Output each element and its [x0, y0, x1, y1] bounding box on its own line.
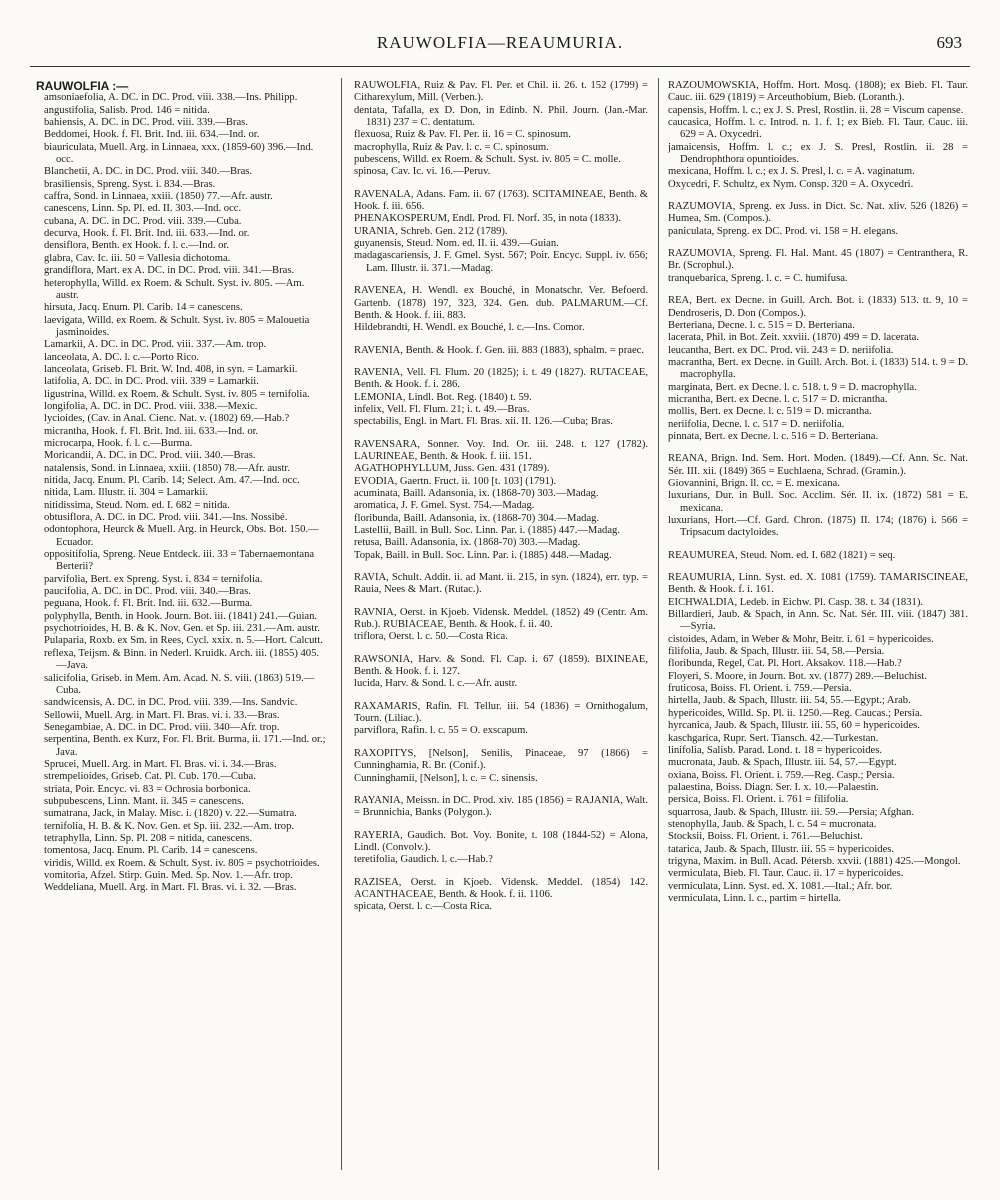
genus-entry — [668, 201, 968, 238]
species-entry: polyphylla, Benth. in Hook. Journ. Bot. iii. (1841) 241.—Guian. — [44, 610, 318, 622]
species-entry: sumatrana, Jack, in Malay. Misc. i. (1820) v. 22.—Sumatra. — [44, 808, 297, 820]
genus-line: RAVNIA, Oerst. in Kjoeb. Vidensk. Meddel. (1852) 49 (Centr. Am. Rub.). RUBIACEAE, Benth. & Hook. f. ii. 40. — [354, 606, 648, 631]
species-entry: micrantha, Bert. ex Decne. l. c. 517 = D. micrantha. — [668, 393, 888, 405]
species-entry: Moricandii, A. DC. in DC. Prod. viii. 340.—Bras. — [44, 450, 256, 462]
species-entry: floribunda, Regel, Cat. Pl. Hort. Aksakov. 118.—Hab.? — [668, 658, 902, 670]
species-entry: lanceolata, A. DC. l. c.—Porto Rico. — [44, 351, 200, 363]
genus-line: REA, Bert. ex Decne. in Guill. Arch. Bot. i. (1833) 513. tt. 9, 10 = Dendroseris, D. Don (Compos.). — [668, 295, 968, 319]
genus-entry — [668, 453, 968, 539]
species-entry: biauriculata, Muell. Arg. in Linnaea, xxx. (1859-60) 396.—Ind. occ. — [44, 141, 314, 166]
species-entry: floribunda, Baill. Adansonia, ix. (1868-70) 304.—Madag. — [354, 512, 600, 524]
genus-entry — [668, 572, 968, 905]
species-entry: brasiliensis, Spreng. Syst. i. 834.—Bras. — [44, 178, 216, 190]
species-entry: neriifolia, Decne. l. c. 517 = D. neriifolia. — [668, 418, 845, 430]
genus-line: RAYANIA, Meissn. in DC. Prod. xiv. 185 (1856) = RAJANIA, Walt. = Brunnichia, Banks (Polygon.). — [354, 794, 648, 819]
species-entry: densiflora, Benth. ex Hook. f. l. c.—Ind. or. — [44, 240, 230, 252]
genus-entry — [354, 607, 648, 644]
species-entry: filifolia, Jaub. & Spach, Illustr. iii. 54, 58.—Persia. — [668, 646, 885, 658]
species-entry: kaschgarica, Rupr. Sert. Tiansch. 42.—Turkestan. — [668, 732, 879, 744]
species-entry: Oxycedri, F. Schultz, ex Nym. Consp. 320 = A. Oxycedri. — [668, 178, 914, 190]
species-entry: striata, Poir. Encyc. vi. 83 = Ochrosia borbonica. — [44, 783, 251, 795]
species-entry: psychotrioides, H. B. & K. Nov. Gen. et Sp. iii. 231.—Am. austr. — [44, 623, 320, 635]
species-entry: grandiflora, Mart. ex A. DC. in DC. Prod. viii. 341.—Bras. — [44, 265, 295, 277]
species-entry: Giovannini, Brign. ll. cc. = E. mexicana. — [668, 477, 840, 489]
genus-line: RAVENIA, Vell. Fl. Flum. 20 (1825); i. t. 49 (1827). RUTACEAE, Benth. & Hook. f. i. 286. — [354, 366, 648, 391]
column-3 — [668, 80, 968, 1182]
genus-entry — [354, 701, 648, 738]
genus-heading: RAUWOLFIA :— — [36, 80, 129, 93]
species-entry: tatarica, Jaub. & Spach, Illustr. iii. 55 = hypericoides. — [668, 843, 895, 855]
species-entry: Pulaparia, Roxb. ex Sm. in Rees, Cycl. xxix. n. 5.—Hort. Calcutt. — [44, 635, 323, 647]
species-entry: spinosa, Cav. Ic. vi. 16.—Peruv. — [354, 166, 491, 178]
species-entry: ternifolia, H. B. & K. Nov. Gen. et Sp. iii. 232.—Am. trop. — [44, 820, 295, 832]
running-title: RAUWOLFIA—REAUMURIA. — [376, 33, 624, 52]
species-entry: EICHWALDIA, Ledeb. in Eichw. Pl. Casp. 38. t. 34 (1831). — [668, 596, 923, 608]
species-entry: luxurians, Hort.—Cf. Gard. Chron. (1875) II. 174; (1876) i. 566 = Tripsacum dactyloides. — [668, 515, 968, 539]
column-2 — [354, 80, 648, 1182]
species-entry: nitidissima, Steud. Nom. ed. I. 682 = nitida. — [44, 499, 230, 511]
genus-line: RAXAMARIS, Rafin. Fl. Tellur. iii. 54 (1836) = Ornithogalum, Tourn. (Liliac.). — [354, 700, 648, 725]
species-entry: tomentosa, Jacq. Enum. Pl. Carib. 14 = canescens. — [44, 845, 258, 857]
species-entry: tetraphylla, Linn. Sp. Pl. 208 = nitida, canescens. — [44, 832, 253, 844]
genus-entry — [354, 285, 648, 334]
genus-line: RAYERIA, Gaudich. Bot. Voy. Bonite, t. 108 (1844-52) = Alona, Lindl. (Convolv.). — [354, 829, 648, 853]
species-entry: Sellowii, Muell. Arg. in Mart. Fl. Bras. vi. i. 33.—Bras. — [44, 709, 280, 721]
species-entry: leucantha, Bert. ex DC. Prod. vii. 243 = D. neriifolia. — [668, 344, 894, 356]
page-header — [30, 33, 970, 57]
species-entry: latifolia, A. DC. in DC. Prod. viii. 339 = Lamarkii. — [44, 376, 259, 388]
genus-line: RAVENALA, Adans. Fam. ii. 67 (1763). SCITAMINEAE, Benth. & Hook. f. iii. 656. — [354, 188, 648, 213]
species-entry: Lamarkii, A. DC. in DC. Prod. viii. 337.—Am. trop. — [44, 339, 267, 351]
species-entry: lycioides, (Cav. in Anal. Cienc. Nat. v. (1802) 69.—Hab.? — [44, 413, 290, 425]
species-entry: natalensis, Sond. in Linnaea, xxiii. (1850) 78.—Afr. austr. — [44, 462, 290, 474]
genus-entry — [354, 830, 648, 867]
species-entry: peguana, Hook. f. Fl. Brit. Ind. iii. 632.—Burma. — [44, 598, 253, 610]
species-entry: caffra, Sond. in Linnaea, xxiii. (1850) 77.—Afr. austr. — [44, 191, 273, 203]
species-entry: caucasica, Hoffm. l. c. Introd. n. 1. f. 1; ex Bieb. Fl. Taur. Cauc. iii. 629 = A. Oxycedri. — [668, 117, 968, 141]
column-divider — [341, 78, 342, 1170]
species-entry: oppositifolia, Spreng. Neue Entdeck. iii. 33 = Tabernaemontana Berterii? — [44, 549, 315, 573]
species-entry: Billardieri, Jaub. & Spach, in Ann. Sc. Nat. Sér. III. viii. (1847) 381.—Syria. — [668, 609, 968, 633]
species-entry: nitida, Lam. Illustr. ii. 304 = Lamarkii. — [44, 487, 208, 499]
species-entry: canescens, Linn. Sp. Pl. ed. II. 303.—Ind. occ. — [44, 203, 242, 215]
species-entry: hirsuta, Jacq. Enum. Pl. Carib. 14 = canescens. — [44, 302, 243, 314]
species-entry: teretifolia, Gaudich. l. c.—Hab.? — [354, 854, 493, 866]
genus-line: REAUMURIA, Linn. Syst. ed. X. 1081 (1759). TAMARISCINEAE, Benth. & Hook. f. i. 161. — [668, 572, 968, 596]
species-entry: laevigata, Willd. ex Roem. & Schult. Syst. iv. 805 = Malouetia jasminoides. — [44, 314, 310, 338]
genus-entry — [668, 295, 968, 443]
genus-entry — [354, 877, 648, 914]
species-entry: luxurians, Dur. in Bull. Soc. Acclim. Sér. II. ix. (1872) 581 = E. mexicana. — [668, 490, 968, 514]
species-entry: decurva, Hook. f. Fl. Brit. Ind. iii. 633.—Ind. or. — [44, 228, 250, 240]
species-entry: Hildebrandti, H. Wendl. ex Bouché, l. c.—Ins. Comor. — [354, 322, 585, 334]
species-entry: Weddeliana, Muell. Arg. in Mart. Fl. Bras. vi. i. 32. —Bras. — [44, 882, 297, 894]
species-entry: Floyeri, S. Moore, in Journ. Bot. xv. (1877) 289.—Beluchist. — [668, 670, 927, 682]
species-entry: Stocksii, Boiss. Fl. Orient. i. 761.—Beluchist. — [668, 831, 863, 843]
species-entry: pubescens, Willd. ex Roem. & Schult. Syst. iv. 805 = C. molle. — [354, 154, 621, 166]
species-entry: marginata, Bert. ex Decne. l. c. 518. t. 9 = D. macrophylla. — [668, 381, 917, 393]
species-entry: ligustrina, Willd. ex Roem. & Schult. Syst. iv. 805 = ternifolia. — [44, 388, 310, 400]
genus-entry — [668, 248, 968, 285]
species-entry: capensis, Hoffm. l. c.; ex J. S. Presl, Rostlin. ii. 28 = Viscum capense. — [668, 104, 964, 116]
genus-entry — [354, 572, 648, 597]
species-entry: heterophylla, Willd. ex Roem. & Schult. Syst. iv. 805. —Am. austr. — [44, 277, 305, 301]
species-entry: mucronata, Jaub. & Spach, Illustr. iii. 54, 57.—Egypt. — [668, 757, 897, 769]
column-1 — [36, 80, 329, 1182]
species-entry: acuminata, Baill. Adansonia, ix. (1868-70) 303.—Madag. — [354, 487, 599, 499]
species-entry: infelix, Vell. Fl. Flum. 21; i. t. 49.—Bras. — [354, 403, 530, 415]
genus-line: RAVENSARA, Sonner. Voy. Ind. Or. iii. 248. t. 127 (1782). LAURINEAE, Benth. & Hook. f. iii. 151. — [354, 438, 648, 462]
genus-line: RAZUMOVIA, Spreng. Fl. Hal. Mant. 45 (1807) = Centranthera, R. Br. (Scrophul.). — [668, 248, 968, 272]
species-entry: pinnata, Bert. ex Decne. l. c. 516 = D. Berteriana. — [668, 430, 879, 442]
species-entry: parviflora, Rafin. l. c. 55 = O. exscapum. — [354, 725, 528, 737]
species-entry: retusa, Baill. Adansonia, ix. (1868-70) 303.—Madag. — [354, 537, 581, 549]
species-entry: persica, Boiss. Fl. Orient. i. 761 = filifolia. — [668, 794, 849, 806]
genus-entry — [354, 654, 648, 691]
species-entry: spectabilis, Engl. in Mart. Fl. Bras. xii. II. 126.—Cuba; Bras. — [354, 416, 613, 428]
genus-line: RAUWOLFIA, Ruiz & Pav. Fl. Per. et Chil. ii. 26. t. 152 (1799) = Citharexylum, Mill. (Verben.). — [354, 80, 648, 104]
genus-entry — [354, 345, 648, 357]
species-entry: obtusiflora, A. DC. in DC. Prod. viii. 341.—Ins. Nossibé. — [44, 512, 288, 524]
genus-entry — [354, 367, 648, 429]
genus-line: REAUMUREA, Steud. Nom. ed. I. 682 (1821) = seq. — [668, 549, 896, 561]
species-entry: hypericoides, Willd. Sp. Pl. ii. 1250.—Reg. Caucas.; Persia. — [668, 707, 923, 719]
species-entry: longifolia, A. DC. in DC. Prod. viii. 338.—Mexic. — [44, 400, 258, 412]
genus-line: RAZISEA, Oerst. in Kjoeb. Vidensk. Meddel. (1854) 142. ACANTHACEAE, Benth. & Hook. f. ii. 1106. — [354, 876, 648, 900]
species-entry: jamaicensis, Hoffm. l. c.; ex J. S. Presl, Rostlin. ii. 28 = Dendrophthora opuntioides. — [668, 141, 968, 166]
species-entry: lucida, Harv. & Sond. l. c.—Afr. austr. — [354, 678, 518, 690]
species-entry: palaestina, Boiss. Diagn. Ser. I. x. 10.—Palaestin. — [668, 781, 879, 793]
page-number: 693 — [936, 33, 962, 52]
species-entry: lacerata, Phil. in Bot. Zeit. xxviii. (1870) 499 = D. lacerata. — [668, 332, 920, 344]
species-entry: oxiana, Boiss. Fl. Orient. i. 759.—Reg. Casp.; Persia. — [668, 769, 895, 781]
species-entry: cistoides, Adam, in Weber & Mohr, Beitr. i. 61 = hypericoides. — [668, 633, 934, 645]
species-entry: tranquebarica, Spreng. l. c. = C. humifusa. — [668, 272, 848, 284]
species-entry: serpentina, Benth. ex Kurz, For. Fl. Brit. Burma, ii. 171.—Ind. or.; Java. — [44, 734, 326, 758]
species-entry: URANIA, Schreb. Gen. 212 (1789). — [354, 225, 508, 237]
species-entry: AGATHOPHYLLUM, Juss. Gen. 431 (1789). — [354, 463, 550, 475]
genus-line: REANA, Brign. Ind. Sem. Hort. Moden. (1849).—Cf. Ann. Sc. Nat. Sér. III. xii. (1849) 365 = Euchlaena, Schrad. (Gramin.). — [668, 453, 968, 477]
species-entry: flexuosa, Ruiz & Pav. Fl. Per. ii. 16 = C. spinosum. — [354, 129, 571, 141]
species-entry: Blanchetii, A. DC. in DC. Prod. viii. 340.—Bras. — [44, 166, 253, 178]
species-entry: vermiculata, Bieb. Fl. Taur. Cauc. ii. 17 = hypericoides. — [668, 868, 904, 880]
species-entry: Cunninghamii, [Nelson], l. c. = C. sinensis. — [354, 772, 538, 784]
species-entry: strempelioides, Griseb. Cat. Pl. Cub. 170.—Cuba. — [44, 771, 256, 783]
species-entry: Topak, Baill. in Bull. Soc. Linn. Par. i. (1885) 448.—Madag. — [354, 549, 612, 561]
genus-entry — [668, 80, 968, 191]
species-entry: macrophylla, Ruiz & Pav. l. c. = C. spinosum. — [354, 141, 549, 153]
species-entry: dentata, Tafalla, ex D. Don, in Edinb. N. Phil. Journ. (Jan.-Mar. 1831) 237 = C. dentatum. — [354, 104, 648, 129]
genus-entry — [668, 550, 968, 562]
header-rule — [30, 66, 970, 67]
species-entry: linifolia, Salisb. Parad. Lond. t. 18 = hypericoides. — [668, 744, 882, 756]
genus-line: RAVENIA, Benth. & Hook. f. Gen. iii. 883 (1883), sphalm. = praec. — [354, 344, 645, 356]
genus-line: RAZUMOVIA, Spreng. ex Juss. in Dict. Sc. Nat. xliv. 526 (1826) = Humea, Sm. (Compos.). — [668, 201, 968, 225]
species-entry: glabra, Cav. Ic. iii. 50 = Vallesia dichotoma. — [44, 252, 231, 264]
species-entry: salicifolia, Griseb. in Mem. Am. Acad. N. S. viii. (1863) 519.—Cuba. — [44, 672, 315, 696]
species-entry: cubana, A. DC. in DC. Prod. viii. 339.—Cuba. — [44, 215, 242, 227]
genus-line: RAXOPITYS, [Nelson], Senilis, Pinaceae, 97 (1866) = Cunninghamia, R. Br. (Conif.). — [354, 747, 648, 772]
species-entry: triflora, Oerst. l. c. 50.—Costa Rica. — [354, 631, 508, 643]
species-entry: madagascariensis, J. F. Gmel. Syst. 567; Poir. Encyc. Suppl. iv. 656; Lam. Illustr. ii. 371.—Madag. — [354, 250, 648, 274]
genus-entry — [354, 748, 648, 785]
species-entry: Berteriana, Decne. l. c. 515 = D. Berteriana. — [668, 319, 855, 331]
species-entry: Beddomei, Hook. f. Fl. Brit. Ind. iii. 634.—Ind. or. — [44, 129, 260, 141]
species-entry: Sprucei, Muell. Arg. in Mart. Fl. Bras. vi. i. 34.—Bras. — [44, 758, 277, 770]
genus-entry — [354, 795, 648, 820]
species-entry: vomitoria, Afzel. Stirp. Guin. Med. Sp. Nov. 1.—Afr. trop. — [44, 870, 293, 881]
species-entry: nitida, Jacq. Enum. Pl. Carib. 14; Select. Am. 47.—Ind. occ. — [44, 475, 300, 486]
species-entry: hirtella, Jaub. & Spach, Illustr. iii. 54, 55.—Egypt.; Arab. — [668, 695, 911, 707]
species-entry: viridis, Willd. ex Roem. & Schult. Syst. iv. 805 = psychotrioides. — [44, 857, 320, 869]
genus-entry — [354, 189, 648, 275]
species-entry: vermiculata, Linn. l. c., partim = hirtella. — [668, 892, 842, 904]
species-entry: squarrosa, Jaub. & Spach, Illustr. iii. 59.—Persia; Afghan. — [668, 806, 914, 818]
species-entry: guyanensis, Steud. Nom. ed. II. ii. 439.—Guian. — [354, 238, 559, 250]
species-entry: parvifolia, Bert. ex Spreng. Syst. i. 834 = ternifolia. — [44, 573, 263, 585]
column-divider — [658, 78, 659, 1170]
species-entry: lanceolata, Griseb. Fl. Brit. W. Ind. 408, in syn. = Lamarkii. — [44, 363, 298, 375]
species-entry: trigyna, Maxim. in Bull. Acad. Pétersb. xxvii. (1881) 425.—Mongol. — [668, 855, 961, 867]
species-entry: EVODIA, Gaertn. Fruct. ii. 100 [t. 103] (1791). — [354, 475, 557, 487]
species-entry: amsoniaefolia, A. DC. in DC. Prod. viii. 338.—Ins. Philipp. — [44, 92, 298, 104]
species-entry: sandwicensis, A. DC. in DC. Prod. viii. 339.—Ins. Sandvic. — [44, 697, 298, 709]
species-entry: PHENAKOSPERUM, Endl. Prod. Fl. Norf. 35, in nota (1833). — [354, 213, 621, 225]
genus-entry — [354, 80, 648, 179]
species-entry: micrantha, Hook. f. Fl. Brit. Ind. iii. 633.—Ind. or. — [44, 425, 259, 437]
species-entry: Lastellii, Baill. in Bull. Soc. Linn. Par. i. (1885) 447.—Madag. — [354, 525, 620, 536]
species-entry: bahiensis, A. DC. in DC. Prod. viii. 339.—Bras. — [44, 117, 248, 129]
species-entry: paniculata, Spreng. ex DC. Prod. vi. 158 = H. elegans. — [668, 225, 899, 237]
genus-entry — [354, 439, 648, 562]
species-entry: microcarpa, Hook. f. l. c.—Burma. — [44, 437, 193, 449]
species-entry: hyrcanica, Jaub. & Spach, Illustr. iii. 55, 60 = hypericoides. — [668, 720, 920, 732]
species-entry: angustifolia, Salisb. Prod. 146 = nitida. — [44, 104, 210, 116]
species-entry: reflexa, Teijsm. & Binn. in Nederl. Kruidk. Arch. iii. (1855) 405.—Java. — [44, 647, 320, 672]
species-entry: stenophylla, Jaub. & Spach, l. c. 54 = mucronata. — [668, 818, 877, 830]
species-entry: Senegambiae, A. DC. in DC. Prod. viii. 340—Afr. trop. — [44, 721, 280, 733]
genus-line: RAZOUMOWSKIA, Hoffm. Hort. Mosq. (1808); ex Bieb. Fl. Taur. Cauc. iii. 629 (1819) = Arceuthobium, Bieb. (Loranth.). — [668, 80, 968, 104]
species-entry: spicata, Oerst. l. c.—Costa Rica. — [354, 901, 492, 913]
species-entry: LEMONIA, Lindl. Bot. Reg. (1840) t. 59. — [354, 391, 532, 403]
species-entry: macrantha, Bert. ex Decne. in Guill. Arch. Bot. i. (1833) 514. t. 9 = D. macrophylla. — [668, 356, 968, 381]
species-entry: mexicana, Hoffm. l. c.; ex J. S. Presl, l. c. = A. vaginatum. — [668, 166, 915, 178]
species-entry: aromatica, J. F. Gmel. Syst. 754.—Madag. — [354, 500, 535, 512]
genus-line: RAVENEA, H. Wendl. ex Bouché, in Monatschr. Ver. Befoerd. Gartenb. (1878) 197, 323, 324. Gen. dub. PALMARUM.—Cf. Benth. & Hook. f. iii. 883. — [354, 285, 648, 321]
genus-line: RAWSONIA, Harv. & Sond. Fl. Cap. i. 67 (1859). BIXINEAE, Benth. & Hook. f. i. 127. — [354, 653, 648, 678]
species-entry: subpubescens, Linn. Mant. ii. 345 = canescens. — [44, 795, 244, 807]
species-entry: fruticosa, Boiss. Fl. Orient. i. 759.—Persia. — [668, 683, 852, 695]
genus-line: RAVIA, Schult. Addit. ii. ad Mant. ii. 215, in syn. (1824), err. typ. = Rauia, Nees & Mart. (Rutac.). — [354, 572, 648, 596]
species-entry: vermiculata, Linn. Syst. ed. X. 1081.—Ital.; Afr. bor. — [668, 880, 893, 892]
species-entry: paucifolia, A. DC. in DC. Prod. viii. 340.—Bras. — [44, 586, 251, 598]
species-entry: odontophora, Heurck & Muell. Arg. in Heurck, Obs. Bot. 150.—Ecuador. — [44, 524, 319, 548]
species-entry: mollis, Bert. ex Decne. l. c. 519 = D. micrantha. — [668, 406, 872, 418]
